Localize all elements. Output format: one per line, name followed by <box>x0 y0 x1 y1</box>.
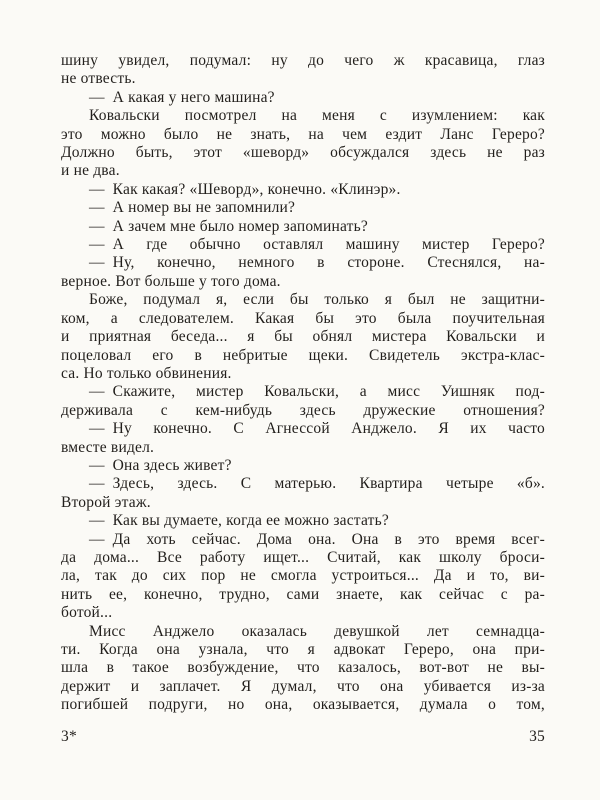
text-line: Боже, подумал я, если бы только я был не защитни- <box>89 291 545 309</box>
text-line: ти. Когда она узнала, что я адвокат Гереро, она при- <box>61 641 545 658</box>
text-line: и не два. <box>61 162 120 180</box>
text-line: са. Но только обвинения. <box>61 364 232 382</box>
text-line: — А какая у него машина? <box>89 88 275 106</box>
text-line: — А зачем мне было номер запоминать? <box>89 217 368 235</box>
text-line: — А номер вы не запомнили? <box>89 199 296 217</box>
text-line: — Как какая? «Шеворд», конечно. «Клинэр». <box>89 180 401 198</box>
text-line: Должно быть, этот «шеворд» обсуждался здесь не раз <box>61 144 545 162</box>
text-line: ботой... <box>61 604 113 622</box>
text-line: Второй этаж. <box>61 493 151 511</box>
text-line: держивала с кем-нибудь здесь дружеские отношения? <box>61 401 545 419</box>
text-line: и приятная беседа... я бы обнял мистера Ковальски и <box>61 328 545 346</box>
text-line: — Ну конечно. С Агнессой Анджело. Я их часто <box>89 420 545 438</box>
text-line: — Скажите, мистер Ковальски, а мисс Уишняк под- <box>89 383 545 401</box>
page-number: 35 <box>529 727 545 745</box>
text-line: — Ну, конечно, немного в стороне. Стеснялся, на- <box>89 254 545 272</box>
text-line: не отвесть. <box>61 70 136 88</box>
text-line: держит и заплачет. Я думал, что она убивается из-за <box>61 677 545 695</box>
text-line: — Она здесь живет? <box>89 456 232 474</box>
text-line: да дома... Все работу ищет... Считай, как школу броси- <box>61 548 545 566</box>
text-line: ком, а следователем. Какая бы это была поучительная <box>61 309 545 327</box>
text-line: вместе видел. <box>61 438 155 456</box>
page-text-block <box>61 52 545 746</box>
text-line: — Здесь, здесь. С матерью. Квартира четыре «б». <box>89 475 545 493</box>
signature-mark: 3* <box>61 727 77 745</box>
text-line: — Да хоть сейчас. Дома она. Она в это время всег- <box>89 530 545 548</box>
text-line: шину увидел, подумал: ну до чего ж красавица, глаз <box>61 52 545 69</box>
text-line: нить ее, конечно, трудно, сами знаете, как сейчас с ра- <box>61 585 545 603</box>
text-line: погибшей подруги, но она, оказывается, думала о том, <box>61 696 545 714</box>
page-footer <box>61 728 545 746</box>
text-line: — А где обычно оставлял машину мистер Гереро? <box>89 236 545 254</box>
text-line: — Как вы думаете, когда ее можно застать? <box>89 512 389 530</box>
text-line: верное. Вот больше у того дома. <box>61 272 281 290</box>
text-line: шла в такое возбуждение, что казалось, вот-вот не вы- <box>61 659 545 677</box>
text-line: Ковальски посмотрел на меня с изумлением: как <box>89 107 545 125</box>
text-line: Мисс Анджело оказалась девушкой лет семнадца- <box>89 622 545 640</box>
text-line: это можно было не знать, на чем ездит Ланс Гереро? <box>61 125 545 143</box>
text-line: поцеловал его в небритые щеки. Свидетель экстра-клас- <box>61 346 545 364</box>
text-line: ла, так до сих пор не смогла устроиться... Да и то, ви- <box>61 567 545 585</box>
